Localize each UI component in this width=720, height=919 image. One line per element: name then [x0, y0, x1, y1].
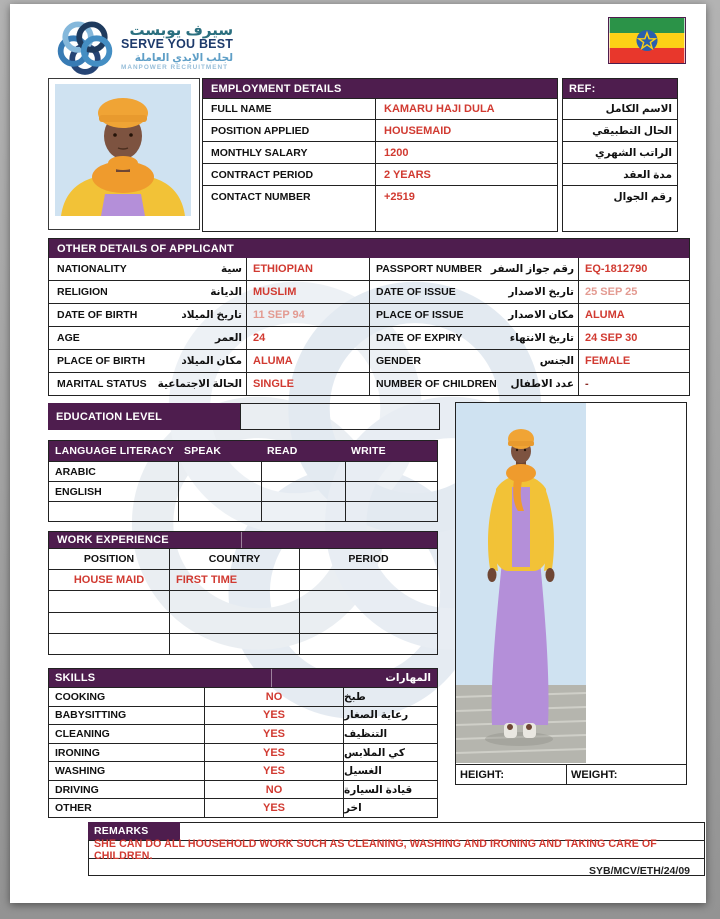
skill-name: WASHING	[55, 765, 106, 778]
skill-name-arabic: طبخ	[343, 688, 437, 706]
table-row	[49, 706, 437, 725]
field-label-arabic: الاسم الكامل	[605, 103, 672, 115]
field-label-arabic: عدد الاطفال	[510, 378, 574, 390]
field-value: ETHIOPIAN	[246, 258, 369, 280]
height-weight-row	[456, 764, 686, 784]
language-name: ENGLISH	[55, 485, 102, 498]
section-title-arabic: المهارات	[385, 672, 431, 684]
section-title: EMPLOYMENT DETAILS	[211, 82, 342, 95]
work-experience-header	[49, 532, 437, 548]
skill-value: YES	[204, 725, 343, 743]
country-cell	[169, 591, 299, 611]
education-level-header	[48, 403, 240, 430]
field-value: EQ-1812790	[578, 258, 689, 280]
field-value: ALUMA	[246, 350, 369, 372]
field-label: MONTHLY SALARY	[211, 146, 308, 159]
field-label: RELIGION	[57, 286, 108, 298]
field-value: 1200	[375, 142, 557, 163]
education-level-value	[240, 403, 440, 430]
field-label-arabic: تاريخ الانتهاء	[509, 332, 574, 344]
skill-name-arabic: كي الملابس	[343, 744, 437, 762]
table-row	[563, 119, 677, 141]
write-cell	[345, 482, 437, 501]
logo-brand-name: SERVE YOU BEST	[121, 37, 234, 52]
period-cell	[299, 634, 437, 654]
field-label-arabic: الحال التطبيقي	[592, 124, 672, 137]
skill-value: YES	[204, 744, 343, 762]
field-label: PLACE OF BIRTH	[57, 355, 146, 367]
table-row	[49, 780, 437, 799]
field-label-arabic: مكان الاصدار	[508, 309, 574, 321]
field-label-arabic: الجنس	[539, 355, 574, 367]
country-cell	[169, 634, 299, 654]
skills-header	[49, 669, 437, 687]
position-cell: HOUSE MAID	[73, 574, 145, 587]
skill-value: YES	[204, 707, 343, 725]
table-row	[49, 501, 437, 521]
column-header: LANGUAGE LITERACY	[55, 445, 174, 457]
field-value: 24 SEP 30	[578, 327, 689, 349]
ref-label: REF:	[569, 82, 596, 95]
period-cell	[299, 591, 437, 611]
table-row	[203, 185, 557, 231]
other-details-header	[49, 239, 689, 258]
employment-details-table	[202, 78, 558, 232]
field-value: HOUSEMAID	[375, 120, 557, 141]
table-row	[49, 372, 689, 395]
field-label: DATE OF EXPIRY	[376, 332, 463, 344]
position-cell	[49, 613, 169, 633]
language-literacy-header	[49, 441, 437, 461]
field-value: 24	[246, 327, 369, 349]
employment-details-header	[203, 79, 557, 98]
table-row	[49, 280, 689, 303]
language-name	[49, 502, 178, 521]
table-row	[563, 163, 677, 185]
country-cell	[169, 613, 299, 633]
column-header: COUNTRY	[169, 549, 299, 569]
section-title: REMARKS	[94, 825, 149, 837]
remarks-text: SHE CAN DO ALL HOUSEHOLD WORK SUCH AS CLEANING, WASHING AND IRONING AND TAKING CARE OF CHILDREN.	[94, 837, 657, 862]
employment-arabic-column	[562, 78, 678, 232]
table-row	[49, 303, 689, 326]
skill-name-arabic: قيادة السيارة	[343, 781, 437, 799]
logo-tagline-arabic: لجلب الايدي العاملة	[134, 51, 234, 64]
period-cell	[299, 613, 437, 633]
weight-field: WEIGHT:	[566, 765, 686, 784]
field-value: -	[578, 373, 689, 395]
company-logo	[56, 18, 233, 76]
fullbody-photo-image	[456, 403, 586, 763]
read-cell	[261, 462, 345, 481]
cv-page	[10, 4, 706, 903]
skill-name: BABYSITTING	[55, 709, 127, 722]
column-header-row	[49, 548, 437, 569]
section-title: EDUCATION LEVEL	[56, 410, 163, 423]
field-label: DATE OF ISSUE	[376, 286, 456, 298]
column-header: SPEAK	[184, 445, 222, 457]
field-value: 11 SEP 94	[246, 304, 369, 326]
height-field: HEIGHT:	[460, 768, 504, 781]
skill-name-arabic: الغسيل	[343, 762, 437, 780]
speak-cell	[178, 482, 261, 501]
table-row	[49, 258, 689, 280]
portrait-photo-image	[55, 84, 191, 216]
skill-name-arabic: اخر	[343, 799, 437, 817]
logo-knot-icon	[56, 18, 114, 76]
column-header: PERIOD	[299, 549, 437, 569]
field-value: FEMALE	[578, 350, 689, 372]
skill-name: IRONING	[55, 746, 100, 759]
field-label: CONTRACT PERIOD	[211, 168, 314, 181]
skill-value: YES	[204, 799, 343, 817]
field-label: FULL NAME	[211, 103, 272, 115]
column-header: WRITE	[351, 445, 386, 457]
field-value: 2 YEARS	[375, 164, 557, 185]
ethiopia-flag-icon	[608, 17, 686, 64]
field-value: 25 SEP 25	[578, 281, 689, 303]
field-label-arabic: تاريخ الميلاد	[181, 309, 242, 321]
language-name: ARABIC	[55, 465, 96, 478]
table-row	[49, 481, 437, 501]
skill-name: CLEANING	[55, 727, 110, 740]
table-row	[203, 163, 557, 185]
country-cell: FIRST TIME	[169, 570, 299, 590]
period-cell	[299, 570, 437, 590]
field-label: GENDER	[376, 355, 421, 367]
field-label: AGE	[57, 332, 80, 344]
section-title: WORK EXPERIENCE	[57, 534, 169, 546]
remarks-text-row	[89, 837, 704, 862]
applicant-fullbody-photo-box	[455, 402, 687, 785]
read-cell	[261, 502, 345, 521]
skills-table	[48, 668, 438, 818]
table-row	[49, 326, 689, 349]
table-row	[49, 743, 437, 762]
field-label: NUMBER OF CHILDREN	[376, 378, 497, 390]
field-value: MUSLIM	[246, 281, 369, 303]
field-label: MARITAL STATUS	[57, 378, 147, 390]
column-header: POSITION	[83, 553, 135, 565]
field-label-arabic: الحالة الاجتماعية	[157, 378, 242, 390]
document-ref-code: SYB/MCV/ETH/24/09	[589, 865, 690, 877]
field-label: CONTACT NUMBER	[211, 191, 311, 203]
field-label: PLACE OF ISSUE	[376, 309, 464, 321]
position-cell	[49, 634, 169, 654]
field-value: SINGLE	[246, 373, 369, 395]
field-label: NATIONALITY	[57, 263, 127, 275]
column-header: READ	[267, 445, 298, 457]
read-cell	[261, 482, 345, 501]
skill-name: DRIVING	[55, 783, 99, 796]
field-value: +2519	[375, 186, 557, 231]
table-row	[563, 98, 677, 119]
field-label-arabic: رقم الجوال	[613, 191, 672, 203]
position-cell	[49, 591, 169, 611]
table-row	[49, 633, 437, 654]
table-row	[49, 761, 437, 780]
table-row	[49, 349, 689, 372]
speak-cell	[178, 502, 261, 521]
skill-name: COOKING	[55, 690, 106, 703]
field-label-arabic: تاريخ الاصدار	[508, 286, 574, 298]
work-experience-table	[48, 531, 438, 655]
write-cell	[345, 502, 437, 521]
field-value: KAMARU HAJI DULA	[375, 99, 557, 119]
table-row	[203, 141, 557, 163]
table-row	[563, 185, 677, 231]
applicant-portrait-photo	[48, 78, 200, 230]
skill-name-arabic: رعاية الصغار	[343, 707, 437, 725]
skill-name: OTHER	[55, 802, 92, 815]
skill-value: YES	[204, 762, 343, 780]
field-label-arabic: الديانة	[210, 286, 242, 298]
table-row	[49, 461, 437, 481]
field-label-arabic: سية	[221, 263, 242, 275]
logo-tagline: MANPOWER RECRUITMENT	[121, 63, 228, 71]
logo-brand-arabic: سيرف يوبست	[129, 21, 234, 39]
table-row	[49, 798, 437, 817]
table-row	[49, 724, 437, 743]
field-label-arabic: الراتب الشهري	[595, 146, 672, 159]
field-value: ALUMA	[578, 304, 689, 326]
field-label-arabic: مدة العقد	[623, 168, 672, 181]
table-row	[49, 612, 437, 633]
skill-value: NO	[204, 688, 343, 706]
table-row	[203, 119, 557, 141]
ref-header	[563, 79, 677, 98]
table-row	[203, 98, 557, 119]
section-title: OTHER DETAILS OF APPLICANT	[57, 242, 234, 255]
field-label-arabic: مكان الميلاد	[181, 355, 242, 367]
other-details-table	[48, 238, 690, 396]
section-title: SKILLS	[55, 672, 96, 684]
field-label-arabic: العمر	[214, 332, 242, 344]
skill-name-arabic: التنظيف	[343, 725, 437, 743]
skill-value: NO	[204, 781, 343, 799]
language-literacy-table	[48, 440, 438, 522]
table-row	[563, 141, 677, 163]
speak-cell	[178, 462, 261, 481]
field-label: DATE OF BIRTH	[57, 309, 138, 321]
table-row	[49, 590, 437, 611]
table-row	[49, 569, 437, 590]
write-cell	[345, 462, 437, 481]
field-label: POSITION APPLIED	[211, 124, 310, 137]
field-label-arabic: رقم جواز السفر	[490, 263, 574, 275]
table-row	[49, 687, 437, 706]
field-label: PASSPORT NUMBER	[376, 263, 482, 275]
